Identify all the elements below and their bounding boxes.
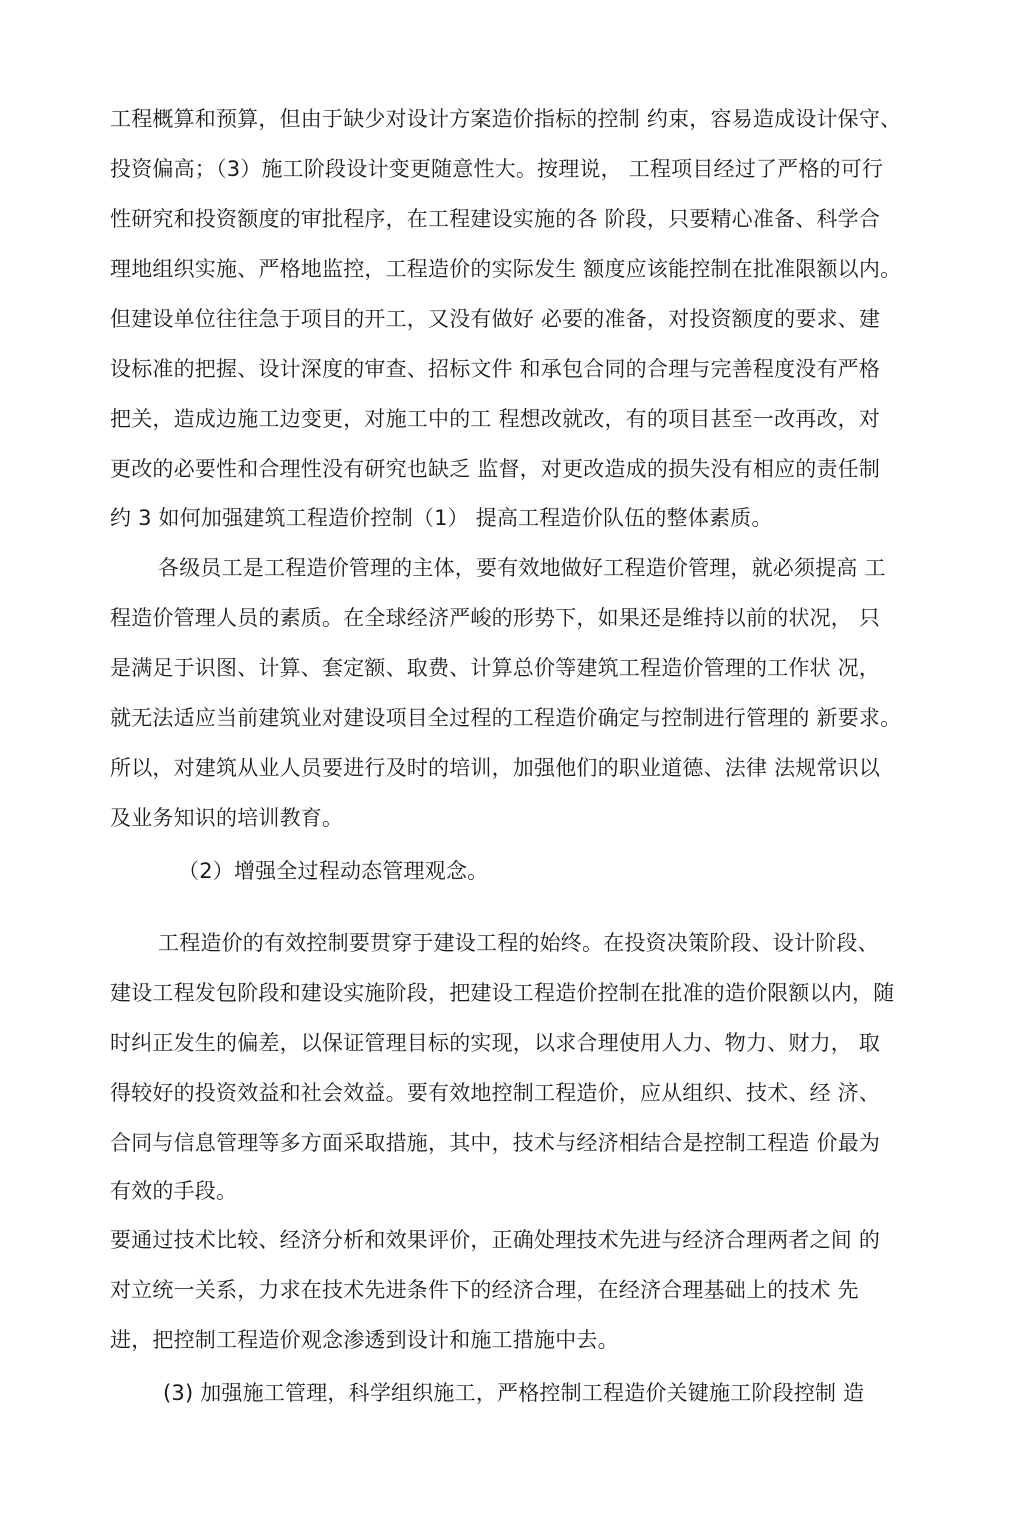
- text-line: 要通过技术比较、经济分析和效果评价，正确处理技术先进与经济合理两者之间 的: [110, 1228, 881, 1252]
- text-line: 把关，造成边施工边变更，对施工中的工 程想改就改，有的项目甚至一改再改，对: [110, 407, 881, 431]
- text-line: 所以，对建筑从业人员要进行及时的培训，加强他们的职业道德、法律 法规常识以: [110, 756, 881, 780]
- text-line: 投资偏高；（3）施工阶段设计变更随意性大。按理说， 工程项目经过了严格的可行: [110, 157, 884, 181]
- section-heading: (3) 加强施工管理，科学组织施工，严格控制工程造价关键施工阶段控制 造: [163, 1381, 865, 1405]
- text-line: 是满足于识图、计算、套定额、取费、计算总价等建筑工程造价管理的工作状 况，: [110, 656, 881, 680]
- text-line: 时纠正发生的偏差，以保证管理目标的实现，以求合理使用人力、物力、财力， 取: [110, 1031, 881, 1055]
- text-line: 理地组织实施、严格地监控，工程造价的实际发生 额度应该能控制在批准限额以内。: [110, 257, 902, 281]
- text-line: 性研究和投资额度的审批程序，在工程建设实施的各 阶段，只要精心准备、科学合: [110, 207, 881, 231]
- text-line: 建设工程发包阶段和建设实施阶段，把建设工程造价控制在批准的造价限额以内，随: [110, 981, 895, 1005]
- text-line: 工程概算和预算，但由于缺少对设计方案造价指标的控制 约束，容易造成设计保守、: [110, 107, 902, 131]
- text-line: 程造价管理人员的素质。在全球经济严峻的形势下，如果还是维持以前的状况， 只: [110, 606, 881, 630]
- paragraph-start-line: 工程造价的有效控制要贯穿于建设工程的始终。在投资决策阶段、设计阶段、: [158, 931, 879, 955]
- text-line: 但建设单位往往急于项目的开工，又没有做好 必要的准备，对投资额度的要求、建: [110, 307, 881, 331]
- text-line: 及业务知识的培训教育。: [110, 806, 344, 830]
- text-line: 进，把控制工程造价观念渗透到设计和施工措施中去。: [110, 1328, 619, 1352]
- text-line: 得较好的投资效益和社会效益。要有效地控制工程造价，应从组织、技术、经 济、: [110, 1081, 881, 1105]
- text-line: 有效的手段。: [110, 1179, 238, 1203]
- text-line: 就无法适应当前建筑业对建设项目全过程的工程造价确定与控制进行管理的 新要求。: [110, 706, 902, 730]
- text-line: 更改的必要性和合理性没有研究也缺乏 监督，对更改造成的损失没有相应的责任制: [110, 457, 881, 481]
- text-line: 约 3 如何加强建筑工程造价控制（1） 提高工程造价队伍的整体素质。: [110, 506, 773, 530]
- text-line: 设标准的把握、设计深度的审查、招标文件 和承包合同的合理与完善程度没有严格: [110, 357, 881, 381]
- paragraph-start-line: 各级员工是工程造价管理的主体，要有效地做好工程造价管理，就必须提高 工: [158, 556, 886, 580]
- text-line: 对立统一关系，力求在技术先进条件下的经济合理，在经济合理基础上的技术 先: [110, 1278, 859, 1302]
- section-heading: （2）增强全过程动态管理观念。: [178, 859, 489, 883]
- text-line: 合同与信息管理等多方面采取措施，其中，技术与经济相结合是控制工程造 价最为: [110, 1131, 881, 1155]
